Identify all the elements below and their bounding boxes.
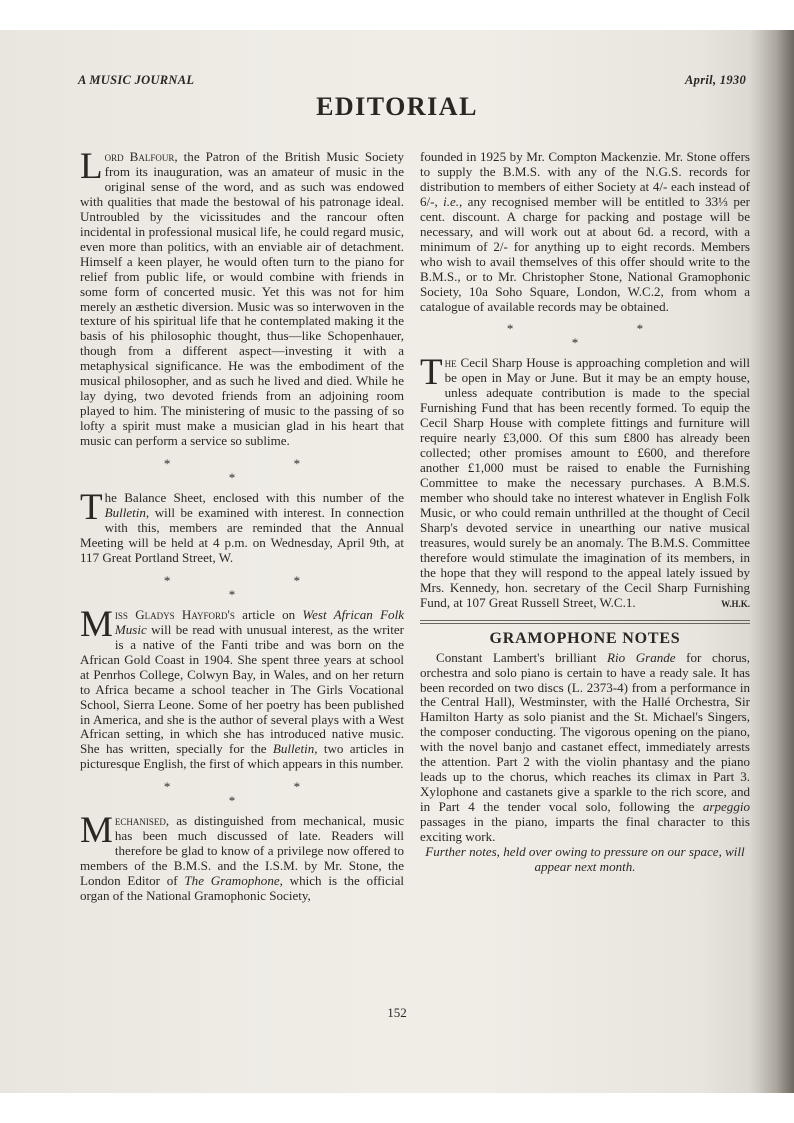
paragraph-text: any recognised member will be entitled to 33⅓ per cent. discount. A charge for packing and postage will be necessary, and will work out at about 6d. a record, with a minimum of 2/- for anything up to eight records. Members who wish to avail themselves of this offer should write to the B.M.S., or to Mr. Christopher Stone, National Gramophonic Society, 10a Soho Square, London, W.C.2, from whom a catalogue of available records may be obtained. — [420, 193, 750, 314]
author-initials: W.H.K. — [721, 598, 750, 609]
running-header — [78, 73, 746, 89]
section-break: * * * — [163, 779, 361, 809]
section-break: * * * — [506, 321, 704, 351]
cecil-sharp-paragraph — [420, 352, 750, 610]
binding-shadow — [750, 30, 794, 1093]
emphasis: Bulletin, — [104, 505, 150, 521]
paragraph-text: Cecil Sharp House is approaching completion and will be open in May or June. But it may be an empty house, unless adequate contribution is made to the special Furnishing Fund that has been recently formed. To equip the Cecil Sharp House with complete fittings and furniture will require nearly £3,000. Of this sum £800 has already been collected; other promises amount to £600, and therefore another £1,000 must be raised to enable the Furnishing Committee to make the necessary purchases. A B.M.S. member who should take no interest whatever in English Folk Music, or who could remain unthrilled at the thought of Cecil Sharp's devoted service in unearthing our native musical treasures, would surely be an anomaly. The B.M.S. Committee therefore would stimulate the imagination of its members, in the hope that they will respond to the appeal lately issued by Mrs. Kennedy, hon. secretary of the Cecil Sharp Furnishing Fund, at 107 Great Russell Street, W.C.1. — [420, 355, 750, 610]
rio-grande-paragraph — [420, 651, 750, 845]
paragraph-text: will be read with unusual interest, as the writer is a native of the Fanti tribe and was born on the African Gold Coast in 1904. She spent three years at school at Penrhos College, Colwyn Bay, in Wales, and on her return to Africa became a school teacher in The Girls Vocational School, Sierra Leone. Some of her poetry has been published in America, and she is the author of several plays with a West African setting, in which she has introduced native music. She has written, specially for the — [80, 621, 404, 757]
paragraph-text: article on — [234, 606, 303, 622]
page-number: 152 — [387, 1005, 407, 1020]
paragraph-text: the Patron of the British Music Society from its inauguration, was an amateur of music in the original sense of the word, and as such was endowed with qualities that made the bestowal of his patronage ideal. Untroubled by the vicissitudes and the rancour often incidental in professional musical life, he could regard music, even more than politics, with an enviable air of detachment. Himself a keen player, he would often turn to the piano for relief from public life, or would combine with friends in some form of concerted music. Yet this was not for him merely an æsthetic diversion. Music was so interwoven in the texture of his spiritual life that he contemplated making it the basis of his philosophic thought, thus—like Schopenhauer, though from a different aspect—investing it with a metaphysical significance. He was the embodiment of the musical philosopher, and as such he lived and died. While he lay dying, two devoted friends from an adjoining room played to him. The ministering of music to the passing of so lofty a spirit must make a musician glad in his heart that music can perform a service so sublime. — [80, 149, 404, 449]
paragraph-text: two articles in picturesque English, the first of which appears in this number. — [80, 741, 404, 772]
emphasis: The Gramophone, — [184, 873, 283, 889]
balfour-paragraph — [80, 146, 404, 449]
paragraph-text: founded in 1925 by Mr. Compton Mackenzie. Mr. Stone offers to supply the B.M.S. with any of the N.G.S. records for distribution to members of either Society at 4/- each instead of 6/-, — [420, 149, 750, 209]
paragraph-text: The Balance Sheet, enclosed with this number of the — [80, 487, 404, 529]
emphasis: arpeggio — [702, 799, 750, 815]
gramophone-notes-heading: GRAMOPHONE NOTES — [489, 629, 681, 647]
emphasis: Bulletin, — [272, 741, 318, 757]
emphasis: i.e., — [443, 193, 463, 209]
paragraph-text: passages in the piano, imparts the final character to this exciting work. — [420, 814, 750, 845]
emphasis: West African Folk Music — [114, 606, 404, 637]
journal-name: A MUSIC JOURNAL — [78, 73, 195, 87]
left-column — [80, 146, 404, 904]
gramophone-offer-paragraph — [420, 150, 750, 314]
held-over-note: Further notes, held over owing to pressure on our space, will appear next month. — [425, 843, 745, 874]
paragraph-text: as distinguished from mechanical, music has been much discussed of late. Readers will therefore be glad to know of a privilege now offered to members of the B.M.S. and the I.S.M. by Mr. Stone, the London Editor of — [80, 813, 404, 889]
section-break: * * * — [163, 572, 361, 602]
section-divider — [420, 620, 750, 624]
hayford-paragraph — [80, 603, 404, 772]
lead-words: The — [420, 352, 457, 394]
paragraph-text: will be examined with interest. In connection with this, members are reminded that the Annual Meeting will be held at 4 p.m. on Wednesday, April 9th, at 117 Great Portland Street, W. — [80, 505, 404, 565]
lead-words: Lord Balfour, — [80, 146, 178, 187]
emphasis: Rio Grande — [607, 649, 676, 665]
page-title: EDITORIAL — [316, 92, 478, 121]
paragraph-text: for chorus, orchestra and solo piano is certain to have a ready sale. It has been recorded on two discs (L. 2373-4) from a performance in the Central Hall), Westminster, with the Hallé Orchestra, Sir Hamilton Harty as solo pianist and the St. Michael's Singers, the composer conducting. The vigorous opening on the piano, with the novel banjo and castanet effect, immediately arrests the attention. Part 2 with the violin phantasy and the piano leads up to the chorus, which reaches its climax in Part 3. Xylophone and castanets give a sparkle to the rich score, and in Part 4 the tender vocal solo, following the — [420, 649, 751, 815]
section-break: * * * — [163, 456, 361, 486]
right-column — [420, 150, 750, 875]
mechanised-paragraph — [80, 810, 404, 904]
lead-words: Miss Gladys Hayford's — [80, 603, 235, 645]
balance-sheet-paragraph — [80, 487, 404, 566]
paragraph-text: which is the official organ of the National Gramophonic Society, — [80, 873, 404, 904]
lead-words: Mechanised, — [80, 810, 170, 852]
paragraph-text: Constant Lambert's brilliant — [436, 649, 608, 665]
issue-date: April, 1930 — [685, 73, 746, 87]
